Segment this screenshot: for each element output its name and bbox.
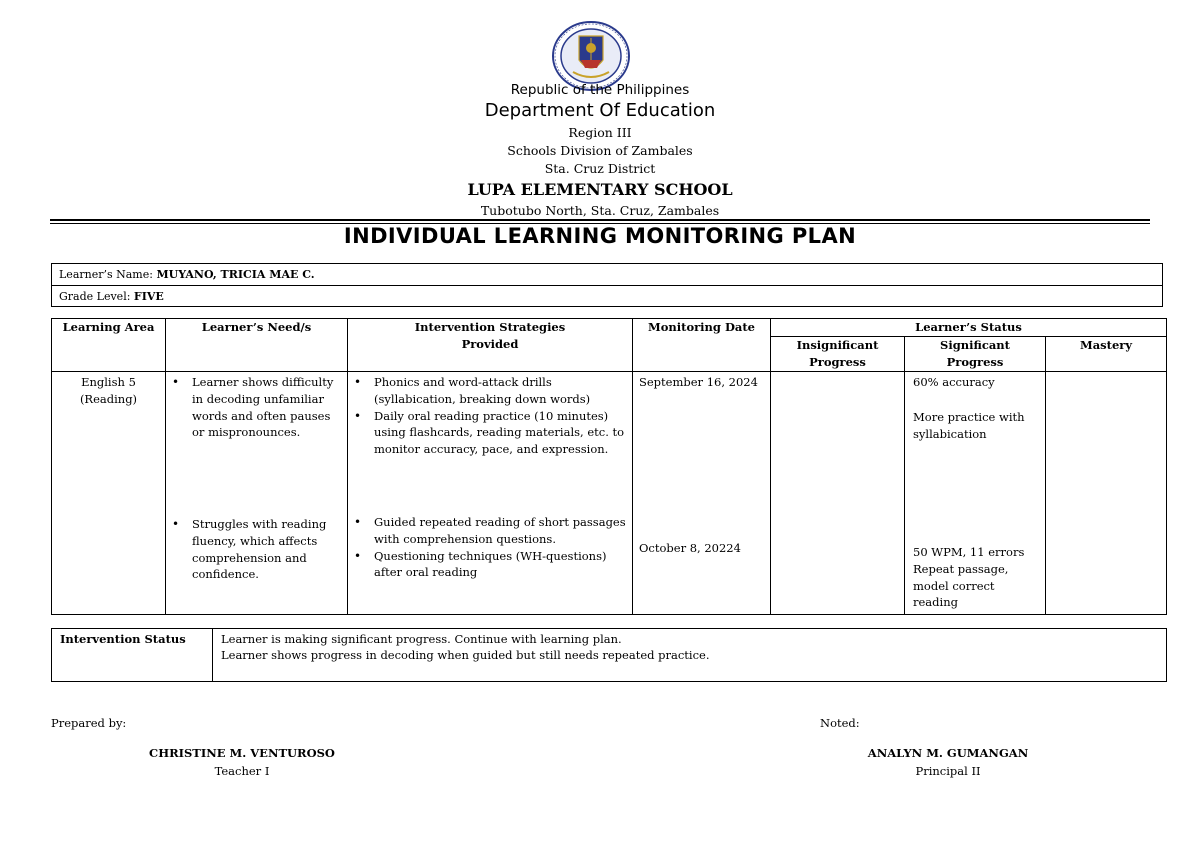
header-row-1 bbox=[52, 319, 1167, 337]
col-mastery: Mastery bbox=[1046, 337, 1167, 372]
monitoring-table bbox=[51, 318, 1167, 615]
col-learning-area: Learning Area bbox=[52, 319, 166, 372]
grade-level-label: Grade Level: bbox=[59, 290, 134, 303]
cell-insignificant bbox=[771, 372, 905, 615]
noted-by-name: ANALYN M. GUMANGAN bbox=[867, 746, 1029, 760]
col-significant-progress: Significant Progress bbox=[905, 337, 1046, 372]
learner-name-label: Learner’s Name: bbox=[59, 268, 157, 281]
learner-name-value: MUYANO, TRICIA MAE C. bbox=[156, 268, 315, 281]
region-text: Region III bbox=[568, 125, 632, 140]
intervention-status-table bbox=[51, 628, 1167, 682]
division-text: Schools Division of Zambales bbox=[507, 143, 693, 158]
noted-label: Noted: bbox=[820, 716, 860, 730]
strategy-item: • Phonics and word-attack drills (syllabication, breaking down words) bbox=[348, 374, 626, 408]
col-learners-status: Learner’s Status bbox=[771, 319, 1167, 337]
prepared-by-title: Teacher I bbox=[214, 764, 270, 778]
cell-monitoring-date bbox=[633, 372, 771, 615]
significant-note: 60% accuracy bbox=[913, 375, 995, 389]
learner-name-row bbox=[52, 264, 1162, 285]
document-title: INDIVIDUAL LEARNING MONITORING PLAN bbox=[343, 224, 857, 248]
significant-note: More practice with syllabication bbox=[913, 409, 1025, 441]
grade-level-row bbox=[52, 285, 1162, 306]
cell-mastery bbox=[1046, 372, 1167, 615]
prepared-by-label: Prepared by: bbox=[51, 716, 127, 730]
intervention-status-line: Learner shows progress in decoding when guided but still needs repeated practice. bbox=[221, 648, 710, 662]
school-name: LUPA ELEMENTARY SCHOOL bbox=[467, 180, 733, 199]
intervention-status-text bbox=[213, 629, 1167, 682]
learning-area-line1: English 5 bbox=[81, 375, 136, 389]
department-text: Department Of Education bbox=[484, 100, 716, 121]
learning-area-line2: (Reading) bbox=[79, 391, 138, 406]
col-insignificant-progress: Insignificant Progress bbox=[771, 337, 905, 372]
need-item: • Learner shows difficulty in decoding unfamiliar words and often pauses or mispronounces. bbox=[166, 374, 341, 441]
monitoring-date-1: September 16, 2024 bbox=[639, 375, 758, 389]
strategy-item: • Daily oral reading practice (10 minutes) using flashcards, reading materials, etc. to monitor accuracy, pace, and expression. bbox=[348, 408, 626, 458]
intervention-status-line: Learner is making significant progress. Continue with learning plan. bbox=[221, 632, 622, 646]
school-address: Tubotubo North, Sta. Cruz, Zambales bbox=[480, 203, 720, 218]
strategy-item: • Questioning techniques (WH-questions) after oral reading bbox=[348, 548, 626, 582]
cell-learning-area bbox=[52, 372, 166, 615]
col-monitoring-date: Monitoring Date bbox=[633, 319, 771, 372]
learner-info-box bbox=[51, 263, 1163, 307]
significant-note: 50 WPM, 11 errors bbox=[913, 545, 1025, 559]
prepared-by-name: CHRISTINE M. VENTUROSO bbox=[149, 746, 335, 760]
monitoring-date-2: October 8, 20224 bbox=[639, 541, 741, 555]
intervention-status-row bbox=[52, 629, 1167, 682]
cell-significant bbox=[905, 372, 1046, 615]
cell-needs bbox=[166, 372, 348, 615]
header-rule bbox=[50, 219, 1150, 221]
col-intervention-strategies: Intervention Strategies Provided bbox=[348, 319, 633, 372]
strategy-item: • Guided repeated reading of short passages with comprehension questions. bbox=[348, 514, 626, 548]
table-row bbox=[52, 372, 1167, 615]
noted-by-title: Principal II bbox=[915, 764, 981, 778]
district-text: Sta. Cruz District bbox=[544, 161, 656, 176]
grade-level-value: FIVE bbox=[133, 290, 164, 303]
need-item: • Struggles with reading fluency, which affects comprehension and confidence. bbox=[166, 516, 341, 583]
significant-note: Repeat passage, model correct reading bbox=[913, 561, 1009, 610]
republic-text: Republic of the Philippines bbox=[510, 82, 690, 98]
col-learners-needs: Learner’s Need/s bbox=[166, 319, 348, 372]
intervention-status-label: Intervention Status bbox=[52, 629, 213, 682]
cell-strategies bbox=[348, 372, 633, 615]
